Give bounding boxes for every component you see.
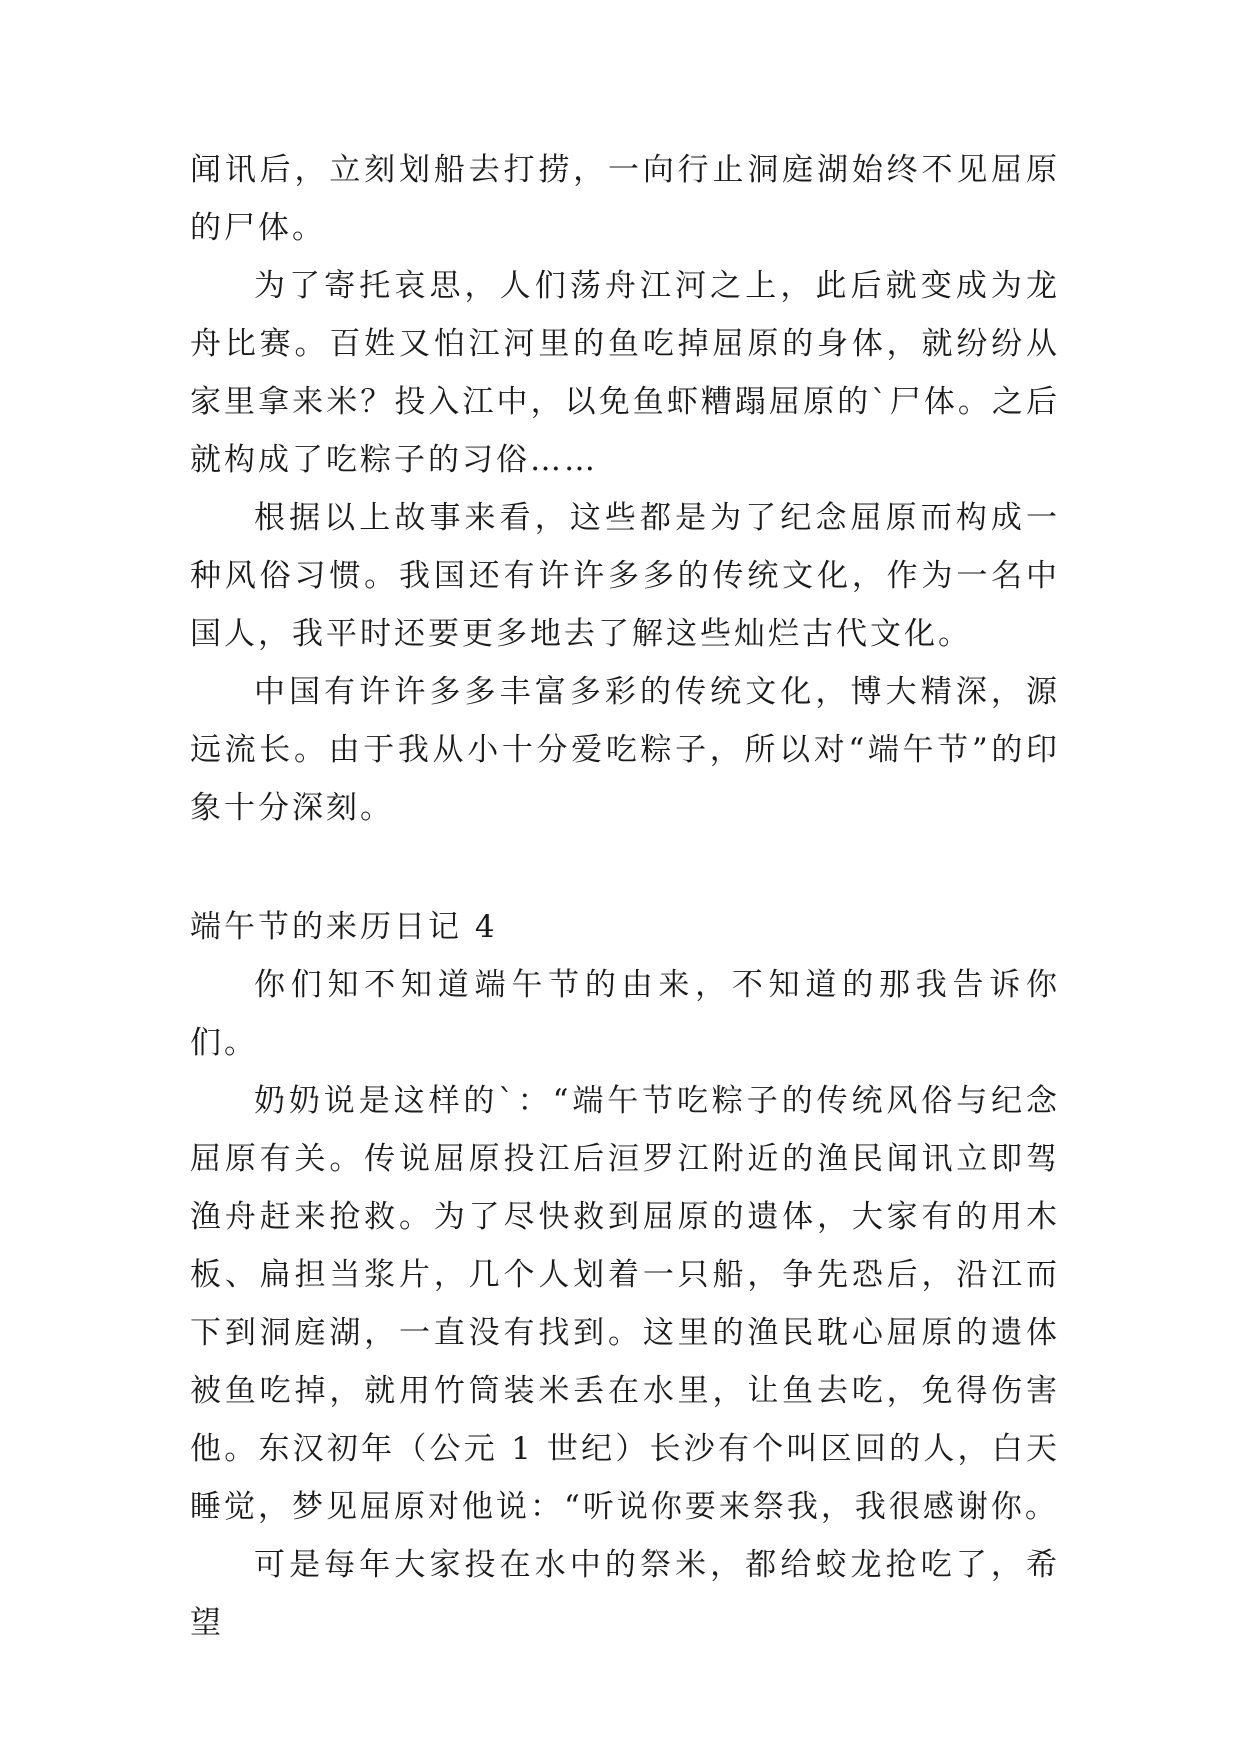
paragraph-continued: 可是每年大家投在水中的祭米，都给蛟龙抢吃了，希望 (190, 1547, 1060, 1641)
text-block-part1 (190, 141, 1060, 837)
paragraph-continuation: 闻讯后，立刻划船去打捞，一向行止洞庭湖始终不见屈原的尸体。 (190, 152, 1060, 246)
paragraph-intro: 你们知不知道端午节的由来，不知道的那我告诉你们。 (190, 967, 1060, 1061)
paragraph-dragon-boat: 为了寄托哀思，人们荡舟江河之上，此后就变成为龙舟比赛。百姓又怕江河里的鱼吃掉屈原的身体，就纷纷从家里拿来米？投入江中，以免鱼虾糟蹋屈原的`尸体。之后就构成了吃粽子的习俗…… (190, 268, 1060, 478)
text-block-part2 (190, 898, 1060, 1652)
paragraph-grandma-story: 奶奶说是这样的`：“端午节吃粽子的传统风俗与纪念屈原有关。传说屈原投江后洹罗江附近的渔民闻讯立即驾渔舟赶来抢救。为了尽快救到屈原的遗体，大家有的用木板、扁担当浆片，几个人划着一只船，争先恐后，沿江而下到洞庭湖，一直没有找到。这里的渔民耽心屈原的遗体被鱼吃掉，就用竹筒装米丢在水里，让鱼去吃，免得伤害他。东汉初年（公元 1 世纪）长沙有个叫区回的人，白天睡觉，梦见屈原对他说：“听说你要来祭我，我很感谢你。 (190, 1083, 1060, 1525)
paragraph-custom: 根据以上故事来看，这些都是为了纪念屈原而构成一种风俗习惯。我国还有许许多多的传统文化，作为一名中国人，我平时还要更多地去了解这些灿烂古代文化。 (190, 500, 1060, 652)
paragraph-culture: 中国有许许多多丰富多彩的传统文化，博大精深，源远流长。由于我从小十分爱吃粽子，所以对“端午节”的印象十分深刻。 (190, 674, 1060, 826)
section-title: 端午节的来历日记 4 (190, 909, 498, 945)
